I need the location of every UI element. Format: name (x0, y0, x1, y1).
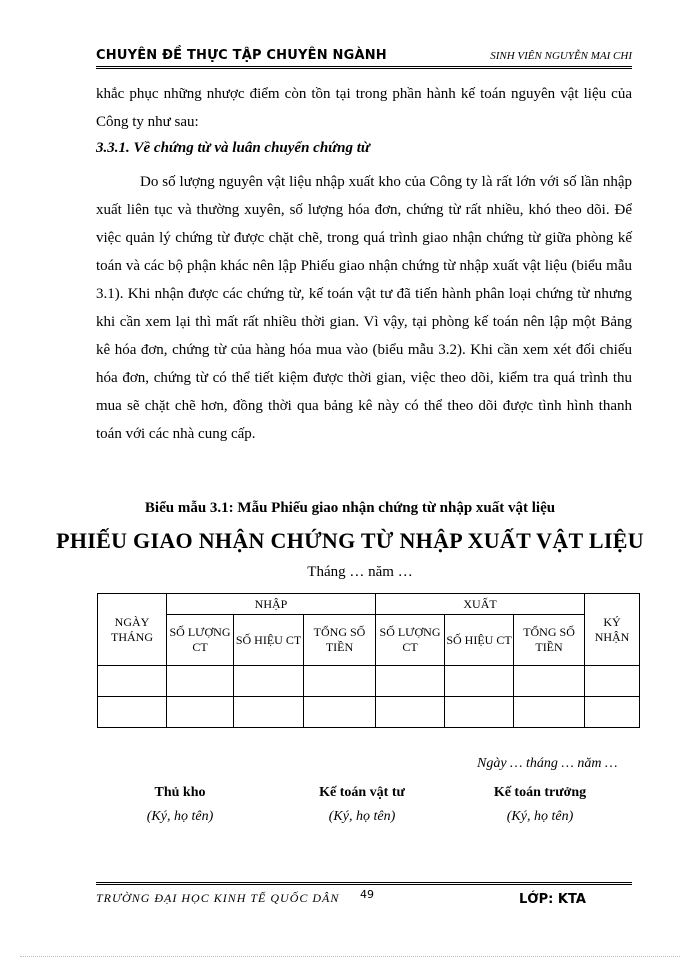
date-line: Ngày … tháng … năm … (477, 756, 618, 771)
page-header (96, 46, 632, 69)
form-month-line: Tháng … năm … (307, 564, 413, 580)
in-no: SỐ HIỆU CT (234, 615, 304, 666)
signature-role: Kế toán trưởng (493, 785, 587, 800)
delivery-receipt-table (97, 593, 640, 728)
signature-storekeeper (90, 784, 270, 826)
in-total: TỔNG SỐ TIỀN (304, 615, 376, 666)
table-row (98, 666, 640, 697)
footer-school: TRƯỜNG ĐẠI HỌC KINH TẾ QUỐC DÂN (96, 891, 340, 905)
out-no: SỐ HIỆU CT (445, 615, 514, 666)
paragraph-body: Do số lượng nguyên vật liệu nhập xuất kho của Công ty là rất lớn với số lần nhập xuất liên tục và thường xuyên, số lượng hóa đơn, chứng từ rất nhiều, khó theo dõi. Để việc quản lý chứng từ được chặt chẽ, trong quá trình giao nhận chứng từ giữa phòng kế toán và các bộ phận khác nên lập Phiếu giao nhận chứng từ nhập xuất vật liệu (biểu mẫu 3.1). Khi nhận được các chứng từ, kế toán vật tư đã tiến hành phân loại chứng từ nhưng khi cần xem lại thì mất rất nhiều thời gian. Vì vậy, tại phòng kế toán nên lập một Bảng kê hóa đơn, chứng từ của hàng hóa mua vào (biểu mẫu 3.2). Khi cần xem xét đối chiếu hóa đơn, chứng từ có thể tiết kiệm được thời gian, việc theo dõi, kiểm tra quá trình thu mua sẽ chặt chẽ hơn, đồng thời qua bảng kê này có thể theo dõi được tình hình thanh toán với các nhà cung cấp. (96, 174, 632, 442)
header-author: SINH VIÊN NGUYỄN MAI CHI (490, 50, 632, 62)
out-total: TỔNG SỐ TIỀN (514, 615, 585, 666)
group-in: NHẬP (167, 594, 376, 615)
group-out: XUẤT (376, 594, 585, 615)
signature-note: (Ký, họ tên) (146, 809, 214, 824)
col-sign: KÝ NHẬN (585, 594, 640, 666)
paragraph-intro: khắc phục những nhược điểm còn tồn tại trong phần hành kế toán nguyên vật liệu của Công ty như sau: (96, 86, 632, 130)
table-row (98, 697, 640, 728)
out-qty: SỐ LƯỢNG CT (376, 615, 445, 666)
page-footer (96, 882, 632, 911)
signature-note: (Ký, họ tên) (328, 809, 396, 824)
signature-chief-accountant (450, 784, 630, 826)
footer-class: LỚP: KTA (519, 892, 586, 907)
signature-materials-accountant (272, 784, 452, 826)
form-caption: Biểu mẫu 3.1: Mẫu Phiếu giao nhận chứng từ nhập xuất vật liệu (144, 500, 556, 516)
form-title: PHIẾU GIAO NHẬN CHỨNG TỪ NHẬP XUẤT VẬT LIỆU (56, 528, 644, 553)
signature-role: Kế toán vật tư (319, 785, 405, 800)
section-heading: 3.3.1. Về chứng từ và luân chuyển chứng từ (96, 140, 370, 156)
col-date: NGÀY THÁNG (98, 594, 167, 666)
header-title: CHUYÊN ĐỀ THỰC TẬP CHUYÊN NGÀNH (96, 48, 387, 63)
page-bottom-divider (20, 956, 680, 957)
page-number: 49 (360, 888, 374, 901)
signature-role: Thủ kho (154, 785, 206, 800)
table-subheader-row (98, 615, 640, 666)
in-qty: SỐ LƯỢNG CT (167, 615, 234, 666)
signature-note: (Ký, họ tên) (506, 809, 574, 824)
table-header-row (98, 594, 640, 615)
